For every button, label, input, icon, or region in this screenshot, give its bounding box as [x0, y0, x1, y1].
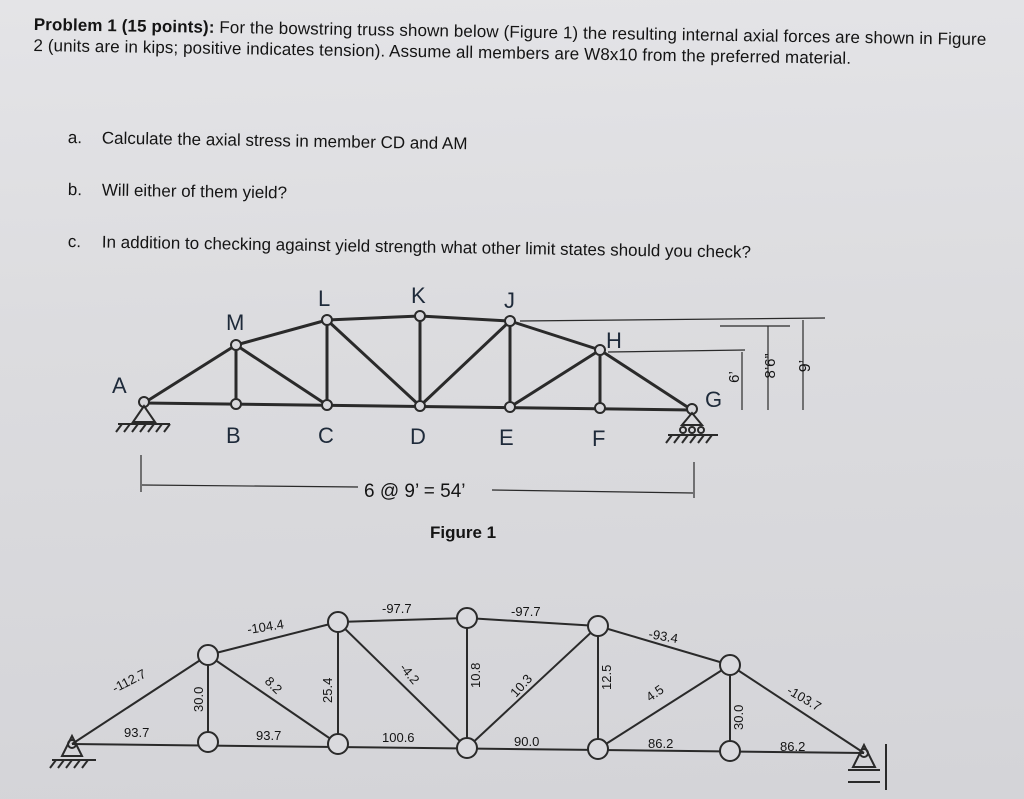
force-bot-ef: 86.2 — [648, 736, 674, 751]
question-a-text: Calculate the axial stress in member CD and AM — [101, 128, 468, 154]
question-c-text: In addition to checking against yield strength what other limit states should you check? — [101, 232, 752, 262]
node-label-f: F — [592, 426, 606, 451]
force-v-bm: 30.0 — [191, 686, 206, 712]
node-label-b: B — [226, 423, 241, 448]
question-b-text: Will either of them yield? — [101, 180, 288, 203]
node-label-g: G — [705, 387, 723, 412]
node-label-j: J — [504, 288, 515, 313]
force-v-dk: 10.8 — [468, 662, 483, 688]
span-label: 6 @ 9’ = 54’ — [364, 481, 466, 502]
node-label-k: K — [411, 283, 426, 308]
force-pin-support-left — [50, 736, 96, 768]
node-label-h: H — [606, 328, 622, 353]
force-v-fh: 30.0 — [731, 704, 746, 730]
force-top-ml: -104.4 — [246, 616, 285, 637]
force-top-lk: -97.7 — [382, 601, 412, 616]
problem-heading: Problem 1 (15 points): — [33, 14, 215, 37]
node-label-c: C — [318, 423, 334, 448]
dim-label-6ft: 6’ — [726, 371, 743, 383]
force-bot-ab: 93.7 — [124, 725, 150, 740]
node-label-l: L — [318, 286, 331, 311]
node-label-e: E — [499, 425, 514, 450]
force-bot-cd: 100.6 — [382, 730, 415, 745]
force-top-kj: -97.7 — [511, 604, 541, 619]
force-bot-bc: 93.7 — [256, 728, 282, 743]
question-c-label: c. — [67, 232, 82, 252]
force-pin-support-right — [848, 744, 886, 790]
force-top-hg: -103.7 — [784, 682, 824, 715]
dim-label-9ft: 9’ — [797, 359, 814, 373]
problem-body: For the bowstring truss shown below (Figure 1) the resulting internal axial forces are shown in Figure 2 (units are in kips; positive indicates tension). Assume all members are W8x10 from the preferred material. — [33, 17, 987, 68]
force-v-cl: 25.4 — [320, 677, 335, 703]
force-bot-de: 90.0 — [514, 734, 540, 749]
force-v-ej: 12.5 — [599, 664, 614, 690]
node-label-a: A — [112, 373, 127, 398]
figure-1-caption: Figure 1 — [430, 523, 497, 542]
force-d-dj: 10.3 — [507, 671, 536, 701]
node-label-m: M — [226, 310, 245, 335]
node-label-d: D — [410, 424, 426, 449]
dim-label-8ft6in: 8’6” — [762, 353, 779, 379]
force-bot-fg: 86.2 — [780, 739, 806, 754]
question-b-label: b. — [67, 180, 83, 200]
question-a-label: a. — [67, 128, 83, 148]
force-d-mc: 8.2 — [261, 673, 286, 697]
force-top-jh: -93.4 — [647, 626, 680, 647]
force-d-eh: 4.5 — [643, 681, 667, 705]
force-top-am: -112.7 — [109, 666, 149, 696]
force-d-ld: -4.2 — [396, 660, 423, 688]
